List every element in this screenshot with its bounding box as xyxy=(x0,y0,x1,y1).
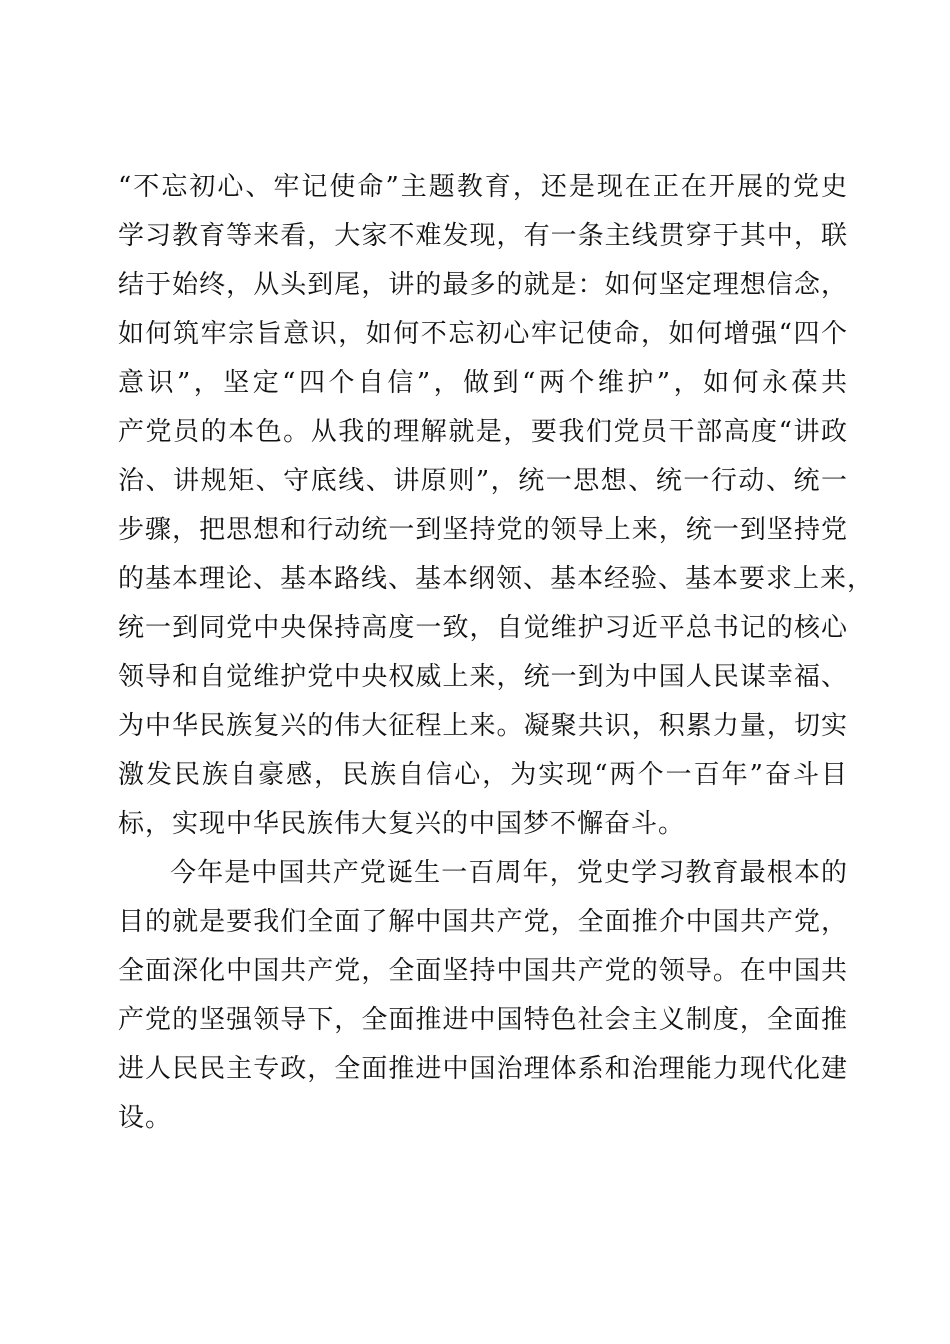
text-line: “不忘初心、牢记使命”主题教育，还是现在正在开展的党史 xyxy=(118,172,848,202)
paragraph-1 xyxy=(118,163,875,849)
text-line: 设。 xyxy=(118,1103,173,1133)
text-line: 步骤，把思想和行动统一到坚持党的领导上来，统一到坚持党 xyxy=(118,515,848,545)
text-line: 产党员的本色。从我的理解就是，要我们党员干部高度“讲政 xyxy=(118,417,848,447)
text-line: 产党的坚强领导下，全面推进中国特色社会主义制度，全面推 xyxy=(118,1005,848,1035)
text-line: 进人民民主专政，全面推进中国治理体系和治理能力现代化建 xyxy=(118,1054,848,1084)
text-line: 统一到同党中央保持高度一致，自觉维护习近平总书记的核心 xyxy=(118,613,848,643)
text-line: 的基本理论、基本路线、基本纲领、基本经验、基本要求上来， xyxy=(118,564,875,594)
paragraph-2 xyxy=(118,849,848,1143)
text-line: 今年是中国共产党诞生一百周年，党史学习教育最根本的 xyxy=(170,858,848,888)
text-line: 激发民族自豪感，民族自信心，为实现“两个一百年”奋斗目 xyxy=(118,760,848,790)
text-line: 治、讲规矩、守底线、讲原则”，统一思想、统一行动、统一 xyxy=(118,466,848,496)
text-line: 结于始终，从头到尾，讲的最多的就是：如何坚定理想信念， xyxy=(118,270,848,300)
document-body xyxy=(118,163,875,1143)
text-line: 意识”，坚定“四个自信”，做到“两个维护”，如何永葆共 xyxy=(118,368,848,398)
text-line: 为中华民族复兴的伟大征程上来。凝聚共识，积累力量，切实 xyxy=(118,711,848,741)
text-line: 目的就是要我们全面了解中国共产党，全面推介中国共产党， xyxy=(118,907,848,937)
text-line: 领导和自觉维护党中央权威上来，统一到为中国人民谋幸福、 xyxy=(118,662,848,692)
text-line: 全面深化中国共产党，全面坚持中国共产党的领导。在中国共 xyxy=(118,956,848,986)
text-line: 标，实现中华民族伟大复兴的中国梦不懈奋斗。 xyxy=(118,809,686,839)
text-line: 如何筑牢宗旨意识，如何不忘初心牢记使命，如何增强“四个 xyxy=(118,319,848,349)
text-line: 学习教育等来看，大家不难发现，有一条主线贯穿于其中，联 xyxy=(118,221,848,251)
